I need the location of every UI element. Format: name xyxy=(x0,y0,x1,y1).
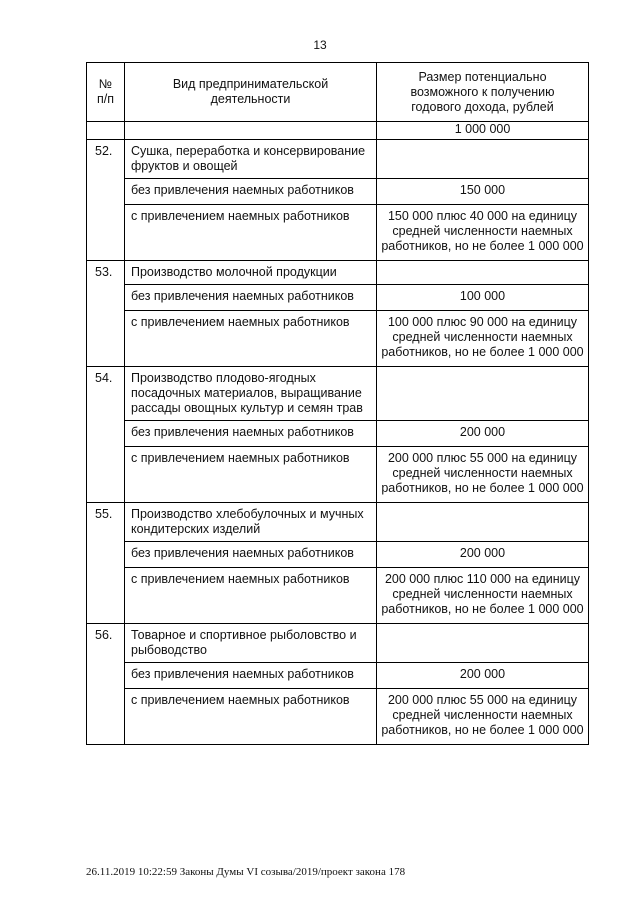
without-employees-value-cell xyxy=(377,421,589,447)
with-employees-label: с привлечением наемных работников xyxy=(131,693,350,707)
without-employees-value-cell xyxy=(377,663,589,689)
without-employees-row xyxy=(87,663,589,689)
without-employees-label-cell xyxy=(125,542,377,568)
continuation-value: 1 000 000 xyxy=(454,122,511,136)
activity-value-cell xyxy=(377,367,589,421)
without-employees-value: 200 000 xyxy=(459,667,506,681)
with-employees-label-cell xyxy=(125,568,377,624)
without-employees-value: 100 000 xyxy=(459,289,506,303)
without-employees-label-cell xyxy=(125,179,377,205)
table-header-row xyxy=(87,63,589,122)
activity-name: Товарное и спортивное рыболовство и рыбоводство xyxy=(131,628,357,657)
with-employees-row xyxy=(87,689,589,745)
activity-row xyxy=(87,624,589,663)
with-employees-value-cell xyxy=(377,447,589,503)
with-employees-value-cell xyxy=(377,311,589,367)
activity-income-table xyxy=(86,62,589,745)
activity-name: Производство хлебобулочных и мучных кондитерских изделий xyxy=(131,507,364,536)
row-number-cell xyxy=(87,624,125,745)
without-employees-row xyxy=(87,179,589,205)
header-income-size-label: Размер потенциально возможного к получению годового дохода, рублей xyxy=(410,69,555,114)
activity-row xyxy=(87,503,589,542)
with-employees-value: 200 000 плюс 55 000 на единицу средней численности наемных работников, но не более 1 000 000 xyxy=(381,451,584,495)
page-number: 13 xyxy=(313,38,327,52)
activity-name-cell xyxy=(125,367,377,421)
activity-name-cell xyxy=(125,503,377,542)
with-employees-label-cell xyxy=(125,447,377,503)
without-employees-value-cell xyxy=(377,542,589,568)
continuation-row xyxy=(87,122,589,140)
without-employees-label: без привлечения наемных работников xyxy=(131,289,354,303)
row-number: 54. xyxy=(95,371,113,385)
activity-name: Сушка, переработка и консервирование фруктов и овощей xyxy=(131,144,366,173)
activity-row xyxy=(87,140,589,179)
without-employees-value: 200 000 xyxy=(459,425,506,439)
without-employees-label: без привлечения наемных работников xyxy=(131,546,354,560)
activity-row xyxy=(87,367,589,421)
activity-name: Производство плодово-ягодных посадочных материалов, выращивание рассады овощных культур и семян трав xyxy=(131,371,363,415)
with-employees-row xyxy=(87,205,589,261)
with-employees-label: с привлечением наемных работников xyxy=(131,451,350,465)
with-employees-value-cell xyxy=(377,689,589,745)
with-employees-label-cell xyxy=(125,311,377,367)
without-employees-value-cell xyxy=(377,179,589,205)
with-employees-label: с привлечением наемных работников xyxy=(131,209,350,223)
with-employees-label: с привлечением наемных работников xyxy=(131,315,350,329)
row-number-cell xyxy=(87,261,125,367)
row-number: 56. xyxy=(95,628,113,642)
with-employees-value: 150 000 плюс 40 000 на единицу средней численности наемных работников, но не более 1 000 000 xyxy=(381,209,584,253)
without-employees-row xyxy=(87,421,589,447)
activity-value-cell xyxy=(377,503,589,542)
row-number-cell xyxy=(87,140,125,261)
without-employees-value: 200 000 xyxy=(459,546,506,560)
row-number-cell xyxy=(87,367,125,503)
header-income-size xyxy=(377,63,589,122)
without-employees-label-cell xyxy=(125,285,377,311)
activity-name: Производство молочной продукции xyxy=(131,265,337,279)
continuation-number-cell xyxy=(87,122,125,140)
header-activity xyxy=(125,63,377,122)
activity-value-cell xyxy=(377,261,589,285)
with-employees-row xyxy=(87,311,589,367)
without-employees-label: без привлечения наемных работников xyxy=(131,425,354,439)
with-employees-label: с привлечением наемных работников xyxy=(131,572,350,586)
activity-name-cell xyxy=(125,624,377,663)
without-employees-row xyxy=(87,285,589,311)
header-number xyxy=(87,63,125,122)
header-number-label: № п/п xyxy=(96,77,114,106)
without-employees-value: 150 000 xyxy=(459,183,506,197)
row-number: 55. xyxy=(95,507,113,521)
row-number: 53. xyxy=(95,265,113,279)
without-employees-label-cell xyxy=(125,421,377,447)
without-employees-label: без привлечения наемных работников xyxy=(131,667,354,681)
continuation-activity-cell xyxy=(125,122,377,140)
with-employees-row xyxy=(87,568,589,624)
with-employees-label-cell xyxy=(125,689,377,745)
activity-name-cell xyxy=(125,140,377,179)
activity-row xyxy=(87,261,589,285)
with-employees-value-cell xyxy=(377,568,589,624)
continuation-value-cell xyxy=(377,122,589,140)
row-number-cell xyxy=(87,503,125,624)
with-employees-value: 100 000 плюс 90 000 на единицу средней численности наемных работников, но не более 1 000 000 xyxy=(381,315,584,359)
with-employees-label-cell xyxy=(125,205,377,261)
with-employees-value: 200 000 плюс 55 000 на единицу средней численности наемных работников, но не более 1 000 000 xyxy=(381,693,584,737)
with-employees-row xyxy=(87,447,589,503)
header-activity-label: Вид предпринимательской деятельности xyxy=(172,77,329,106)
activity-value-cell xyxy=(377,140,589,179)
without-employees-label-cell xyxy=(125,663,377,689)
document-footer: 26.11.2019 10:22:59 Законы Думы VI созыва/2019/проект закона 178 xyxy=(86,866,406,878)
without-employees-value-cell xyxy=(377,285,589,311)
with-employees-value-cell xyxy=(377,205,589,261)
activity-name-cell xyxy=(125,261,377,285)
with-employees-value: 200 000 плюс 110 000 на единицу средней численности наемных работников, но не более 1 000 000 xyxy=(381,572,584,616)
row-number: 52. xyxy=(95,144,113,158)
activity-value-cell xyxy=(377,624,589,663)
without-employees-label: без привлечения наемных работников xyxy=(131,183,354,197)
without-employees-row xyxy=(87,542,589,568)
